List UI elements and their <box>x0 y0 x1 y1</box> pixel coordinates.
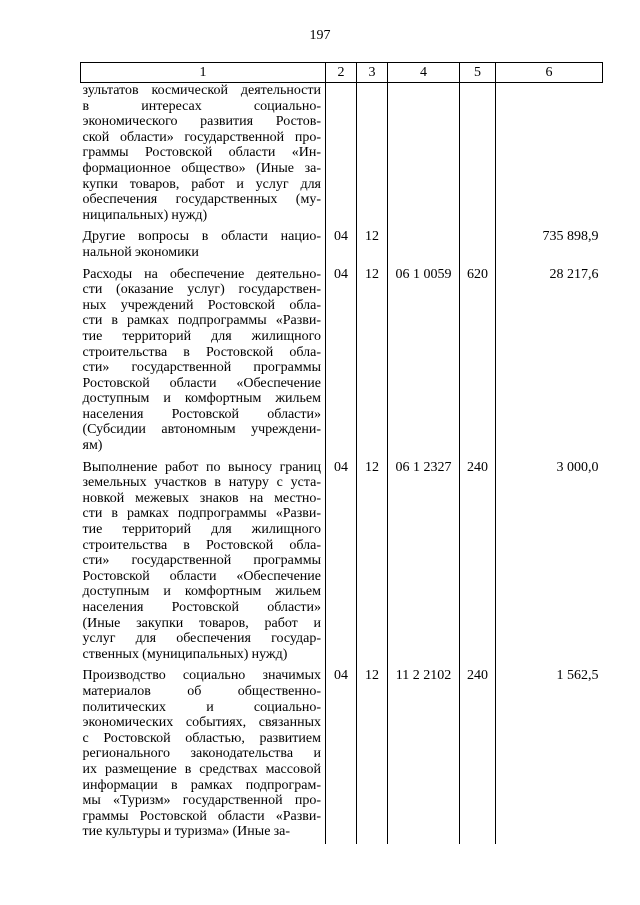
column-header-5: 5 <box>460 63 496 83</box>
description-line: ственных (муниципальных) нужд) <box>82 646 288 662</box>
section-code <box>326 83 357 228</box>
description-line: Другие вопросы в области нацио- <box>82 229 321 245</box>
description-line: в интересах социально- <box>82 98 321 114</box>
table-row <box>81 83 603 228</box>
target-article-code <box>388 227 460 264</box>
row-description <box>81 227 326 264</box>
expense-type-code: 240 <box>460 458 496 667</box>
description-line: строительства в Ростовской обла- <box>82 537 321 553</box>
subsection-code: 12 <box>357 265 388 458</box>
description-line: Расходы на обеспечение деятельно- <box>82 266 321 282</box>
expense-type-code: 240 <box>460 666 496 844</box>
subsection-code: 12 <box>357 666 388 844</box>
row-description <box>81 458 326 667</box>
amount-value: 1 562,5 <box>496 666 603 844</box>
description-line: ям) <box>82 438 103 454</box>
description-line: обеспечения государственных (му- <box>82 192 321 208</box>
description-line: тие территорий для жилищного <box>82 328 321 344</box>
description-line: экономического развития Ростов- <box>82 114 321 130</box>
description-line: ных учреждений Ростовской обла- <box>82 297 321 313</box>
description-line: населения Ростовской области» <box>82 406 321 422</box>
description-line: ниципальных) нужд) <box>82 207 208 223</box>
description-line: информации в рамках подпрограм- <box>82 777 321 793</box>
description-line: мы «Туризм» государственной про- <box>82 793 321 809</box>
section-code: 04 <box>326 458 357 667</box>
description-line: экономических событиях, связанных <box>82 715 321 731</box>
description-line: сти в рамках подпрограммы «Разви- <box>82 506 321 522</box>
description-line: Ростовской области «Обеспечение <box>82 375 321 391</box>
description-line: граммы Ростовской области «Разви- <box>82 808 321 824</box>
table-row <box>81 227 603 264</box>
expense-type-code <box>460 227 496 264</box>
description-line: доступным и комфортным жильем <box>82 391 321 407</box>
description-line: граммы Ростовской области «Ин- <box>82 145 321 161</box>
description-line: купки товаров, работ и услуг для <box>82 176 321 192</box>
column-header-4: 4 <box>388 63 460 83</box>
target-article-code: 06 1 2327 <box>388 458 460 667</box>
description-line: ской области» государственной про- <box>82 129 321 145</box>
amount-value: 735 898,9 <box>496 227 603 264</box>
description-line: сти» государственной программы <box>82 360 321 376</box>
row-description <box>81 265 326 458</box>
table-body <box>81 83 603 844</box>
subsection-code: 12 <box>357 458 388 667</box>
table-row <box>81 666 603 844</box>
description-line: их размещение в средствах массовой <box>82 761 321 777</box>
description-line: тие территорий для жилищного <box>82 522 321 538</box>
description-line: земельных участков в натуру с уста- <box>82 475 321 491</box>
target-article-code: 11 2 2102 <box>388 666 460 844</box>
description-line: с Ростовской областью, развитием <box>82 730 321 746</box>
section-code: 04 <box>326 265 357 458</box>
column-header-6: 6 <box>496 63 603 83</box>
description-line: доступным и комфортным жильем <box>82 584 321 600</box>
description-line: нальной экономики <box>82 244 199 260</box>
expense-type-code: 620 <box>460 265 496 458</box>
amount-value: 28 217,6 <box>496 265 603 458</box>
section-code: 04 <box>326 227 357 264</box>
description-line: зультатов космической деятельности <box>82 83 321 98</box>
description-line: сти в рамках подпрограммы «Разви- <box>82 313 321 329</box>
column-header-3: 3 <box>357 63 388 83</box>
description-line: сти» государственной программы <box>82 553 321 569</box>
subsection-code: 12 <box>357 227 388 264</box>
description-line: формационное общество» (Иные за- <box>82 160 321 176</box>
header-row <box>81 63 603 83</box>
section-code: 04 <box>326 666 357 844</box>
table-row <box>81 458 603 667</box>
description-line: тие культуры и туризма» (Иные за- <box>82 824 291 840</box>
description-line: политических и социально- <box>82 699 321 715</box>
column-header-2: 2 <box>326 63 357 83</box>
amount-value <box>496 83 603 228</box>
budget-table <box>80 62 603 844</box>
description-line: регионального законодательства и <box>82 746 321 762</box>
target-article-code <box>388 83 460 228</box>
description-line: строительства в Ростовской обла- <box>82 344 321 360</box>
row-description <box>81 666 326 844</box>
expense-type-code <box>460 83 496 228</box>
description-line: новкой межевых знаков на местно- <box>82 490 321 506</box>
table-row <box>81 265 603 458</box>
description-line: сти (оказание услуг) государствен- <box>82 282 321 298</box>
description-line: населения Ростовской области» <box>82 600 321 615</box>
description-line: Производство социально значимых <box>82 668 321 684</box>
description-line: материалов об общественно- <box>82 683 321 699</box>
target-article-code: 06 1 0059 <box>388 265 460 458</box>
page-number: 197 <box>309 28 331 43</box>
description-line: услуг для обеспечения государ- <box>82 631 321 647</box>
description-line: Выполнение работ по выносу границ <box>82 459 321 475</box>
subsection-code <box>357 83 388 228</box>
description-line: (Субсидии автономным учреждени- <box>82 422 321 438</box>
amount-value: 3 000,0 <box>496 458 603 667</box>
column-header-1: 1 <box>81 63 326 83</box>
row-description <box>81 83 326 228</box>
description-line: (Иные закупки товаров, работ и <box>82 615 321 631</box>
description-line: Ростовской области «Обеспечение <box>82 568 321 584</box>
